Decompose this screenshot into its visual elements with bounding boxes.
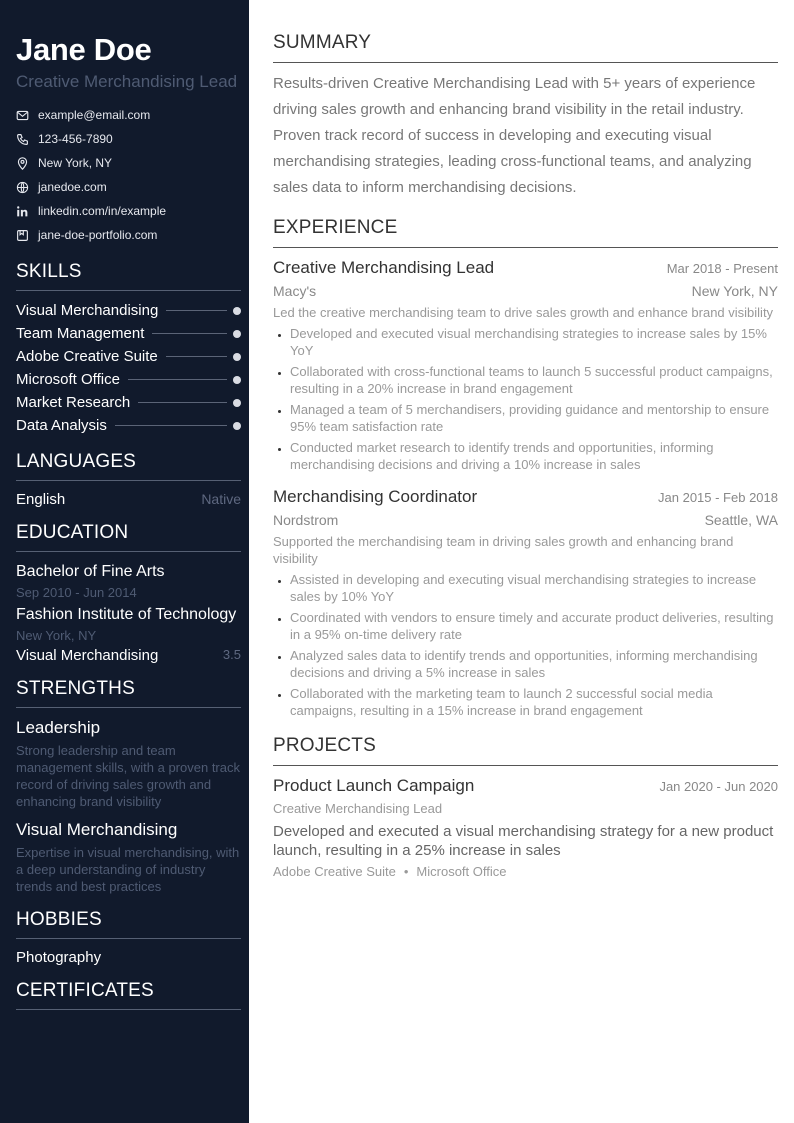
email-icon (16, 109, 29, 122)
job-location: New York, NY (691, 283, 778, 299)
skill-line (166, 310, 227, 311)
contact-email-text: example@email.com (38, 108, 151, 122)
contact-location (16, 151, 241, 175)
projects-heading: PROJECTS (273, 735, 778, 766)
skill-line (152, 333, 227, 334)
project-role: Creative Merchandising Lead (273, 801, 443, 816)
job-title: Merchandising Coordinator (273, 487, 478, 506)
job-entry (273, 258, 778, 473)
language-name: English (16, 491, 66, 508)
skills-heading: SKILLS (16, 261, 241, 291)
job-company: Macy's (273, 283, 317, 299)
education-heading: EDUCATION (16, 522, 241, 552)
project-title: Product Launch Campaign (273, 776, 475, 795)
experience-section (273, 217, 778, 719)
project-entry (273, 776, 778, 879)
strength-name: Visual Merchandising (16, 820, 178, 839)
strengths-heading: STRENGTHS (16, 678, 241, 708)
sidebar (0, 0, 249, 1123)
contact-list (16, 103, 241, 247)
job-entry (273, 487, 778, 719)
linkedin-icon (16, 205, 29, 218)
project-header (273, 776, 778, 796)
job-subheader (273, 283, 778, 299)
hobbies-heading: HOBBIES (16, 909, 241, 939)
project-dates: Jan 2020 - Jun 2020 (659, 779, 778, 794)
project-description: Developed and executed a visual merchandising strategy for a new product launch, resulting in a 25% increase in sales (273, 823, 774, 859)
skill-line (115, 425, 227, 426)
job-company: Nordstrom (273, 512, 339, 528)
strength-item (16, 820, 241, 895)
contact-phone-text: 123-456-7890 (38, 132, 113, 146)
skill-item (16, 414, 241, 437)
strength-desc: Expertise in visual merchandising, with a deep understanding of industry trends and best practices (16, 845, 240, 894)
skill-dot (233, 399, 241, 407)
summary-heading: SUMMARY (273, 32, 778, 63)
job-bullet: • Analyzed sales data to identify trends and opportunities, informing merchandising decisions and driving a 5% increase in sales (290, 647, 778, 681)
job-bullets (273, 571, 778, 719)
globe-icon (16, 181, 29, 194)
contact-linkedin[interactable] (16, 199, 241, 223)
language-item (16, 491, 241, 508)
education-school: Fashion Institute of Technology (16, 606, 237, 623)
project-tags (273, 864, 778, 879)
education-degree: Bachelor of Fine Arts (16, 563, 165, 580)
contact-portfolio[interactable] (16, 223, 241, 247)
phone-icon (16, 133, 29, 146)
projects-section (273, 735, 778, 879)
main-content (273, 32, 778, 879)
job-bullet: • Coordinated with vendors to ensure timely and accurate product deliveries, resulting in a 95% on-time delivery rate (290, 609, 778, 643)
job-description: Supported the merchandising team in driving sales growth and enhancing brand visibility (273, 534, 734, 566)
skill-dot (233, 307, 241, 315)
job-header (273, 258, 778, 278)
skill-label: Microsoft Office (16, 371, 120, 388)
project-tag: Microsoft Office (416, 864, 507, 879)
education-field-row (16, 647, 241, 664)
skill-item (16, 391, 241, 414)
skill-label: Team Management (16, 325, 145, 342)
project-tag: Adobe Creative Suite (273, 864, 396, 879)
job-bullet: • Conducted market research to identify trends and opportunities, informing merchandising decisions and driving a 10% increase in sales (290, 439, 778, 473)
summary-text: Results-driven Creative Merchandising Lead with 5+ years of experience driving sales growth and enhancing brand visibility in the retail industry. Proven track record of success in developing and executing visual merchandising strategies, leading cross-functional teams, and analyzing sales data to inform merchandising decisions. (273, 75, 756, 196)
profile-name: Jane Doe (16, 32, 152, 67)
tag-separator: • (403, 864, 409, 879)
job-bullet: • Assisted in developing and executing visual merchandising strategies to increase sales by 10% YoY (290, 571, 778, 605)
strength-name: Leadership (16, 718, 101, 737)
job-header (273, 487, 778, 507)
job-bullet: • Developed and executed visual merchandising strategies to increase sales by 15% YoY (290, 325, 778, 359)
job-bullet: • Collaborated with cross-functional teams to launch 5 successful product campaigns, resulting in a 20% increase in brand engagement (290, 363, 778, 397)
job-title: Creative Merchandising Lead (273, 258, 495, 277)
profile-role: Creative Merchandising Lead (16, 72, 238, 91)
job-bullet: • Collaborated with the marketing team to launch 2 successful social media campaigns, resulting in a 15% increase in brand engagement (290, 685, 778, 719)
skill-item (16, 299, 241, 322)
contact-linkedin-text: linkedin.com/in/example (38, 204, 167, 218)
contact-portfolio-text: jane-doe-portfolio.com (38, 228, 158, 242)
languages-heading: LANGUAGES (16, 451, 241, 481)
skill-label: Data Analysis (16, 417, 107, 434)
education-field: Visual Merchandising (16, 647, 159, 664)
strength-item (16, 718, 241, 810)
skills-list (16, 299, 241, 437)
job-description: Led the creative merchandising team to drive sales growth and enhance brand visibility (273, 305, 774, 320)
job-subheader (273, 512, 778, 528)
skill-label: Adobe Creative Suite (16, 348, 158, 365)
language-level: Native (201, 491, 241, 507)
contact-phone[interactable] (16, 127, 241, 151)
certificates-heading: CERTIFICATES (16, 980, 241, 1010)
skill-dot (233, 376, 241, 384)
job-dates: Mar 2018 - Present (666, 261, 778, 276)
strength-desc: Strong leadership and team management skills, with a proven track record of driving sales growth and enhancing brand visibility (16, 743, 240, 809)
experience-heading: EXPERIENCE (273, 217, 778, 248)
skill-line (138, 402, 227, 403)
education-gpa: 3.5 (222, 647, 241, 662)
skill-line (128, 379, 227, 380)
contact-location-text: New York, NY (38, 156, 113, 170)
skill-item (16, 345, 241, 368)
portfolio-icon (16, 229, 29, 242)
job-bullets (273, 325, 778, 473)
hobby-item: Photography (16, 949, 102, 966)
contact-email[interactable] (16, 103, 241, 127)
job-dates: Jan 2015 - Feb 2018 (658, 490, 778, 505)
skill-line (166, 356, 227, 357)
skill-label: Market Research (16, 394, 131, 411)
education-location: New York, NY (16, 628, 97, 643)
skill-item (16, 322, 241, 345)
location-pin-icon (16, 157, 29, 170)
skill-dot (233, 353, 241, 361)
skill-label: Visual Merchandising (16, 302, 159, 319)
job-location: Seattle, WA (704, 512, 778, 528)
contact-website[interactable] (16, 175, 241, 199)
skill-dot (233, 330, 241, 338)
education-dates: Sep 2010 - Jun 2014 (16, 585, 137, 600)
job-bullet: • Managed a team of 5 merchandisers, providing guidance and mentorship to ensure 95% team satisfaction rate (290, 401, 778, 435)
contact-website-text: janedoe.com (38, 180, 107, 194)
skill-dot (233, 422, 241, 430)
skill-item (16, 368, 241, 391)
